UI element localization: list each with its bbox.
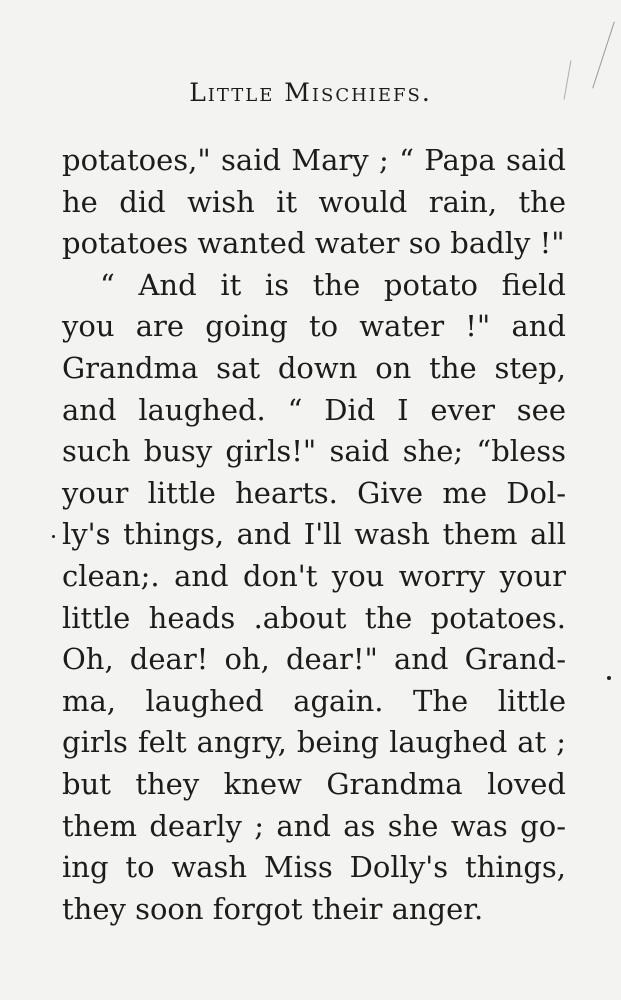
text-line: them dearly ; and as she was go- (62, 808, 566, 843)
text-line: you are going to water !" and (62, 309, 566, 344)
text-line: little heads .about the potatoes. (62, 600, 566, 635)
text-line: potatoes wanted water so badly !" (62, 226, 565, 261)
text-line: they soon forgot their anger. (62, 891, 484, 926)
scan-speck (607, 676, 611, 680)
text-line: girls felt angry, being laughed at ; (62, 725, 566, 760)
body-text (62, 140, 566, 930)
text-line: ing to wash Miss Dolly's things, (62, 850, 566, 885)
text-line: “ And it is the potato field (100, 267, 566, 302)
text-line: he did wish it would rain, the (62, 184, 566, 219)
text-line: your little hearts. Give me Dol- (62, 475, 566, 510)
text-line: clean;. and don't you worry your (62, 558, 566, 593)
text-line: such busy girls!" said she; “bless (62, 434, 566, 469)
text-line: ly's things, and I'll wash them all (62, 517, 566, 552)
text-line: potatoes," said Mary ; “ Papa said (62, 143, 566, 177)
text-line: ma, laughed again. The little (62, 683, 566, 718)
scan-speck (52, 535, 55, 538)
text-line: Oh, dear! oh, dear!" and Grand- (62, 642, 566, 677)
text-line: Grandma sat down on the step, (62, 350, 566, 385)
text-line: and laughed. “ Did I ever see (62, 392, 566, 427)
text-line: but they knew Grandma loved (62, 766, 566, 801)
running-title: Little Mischiefs. (189, 78, 432, 107)
